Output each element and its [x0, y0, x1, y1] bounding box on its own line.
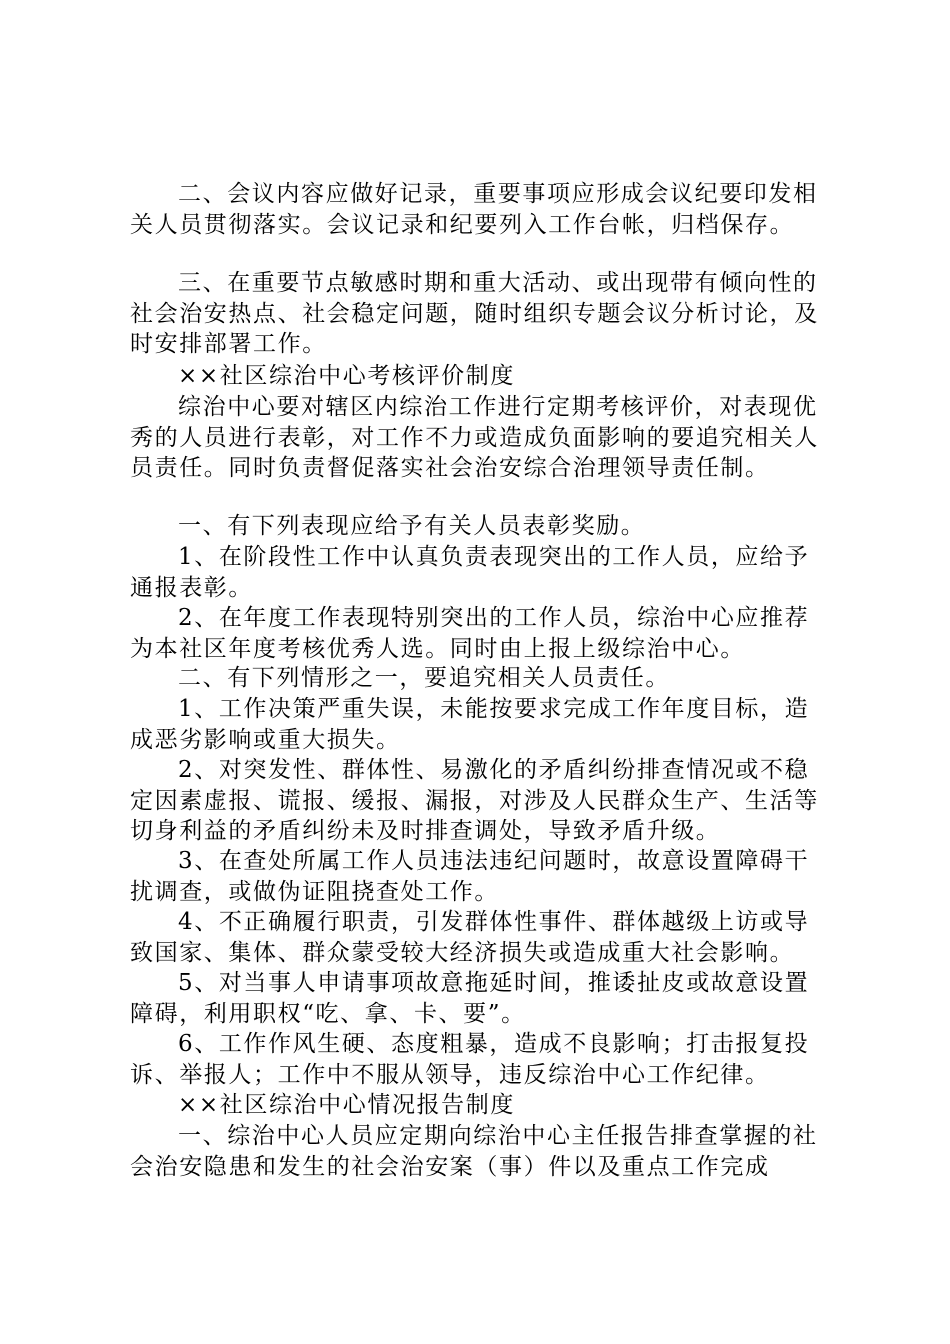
section-heading-reporting-system: ××社区综治中心情况报告制度: [178, 1092, 515, 1118]
paragraph-reward-item-1: 1、在阶段性工作中认真负责表现突出的工作人员，应给予通报表彰。: [130, 544, 810, 601]
paragraph-accountability-item-4: 4、不正确履行职责，引发群体性事件、群体越级上访或导致国家、集体、群众蒙受较大经济损失或造成重大社会影响。: [130, 909, 810, 966]
paragraph-accountability-heading: 二、有下列情形之一，要追究相关人员责任。: [178, 665, 670, 691]
section-heading-evaluation-system: ××社区综治中心考核评价制度: [178, 363, 515, 389]
paragraph-accountability-item-3: 3、在查处所属工作人员违法违纪问题时，故意设置障碍干扰调查，或做伪证阻挠查处工作。: [130, 848, 810, 905]
paragraph-reporting-item-1: 一、综治中心人员应定期向综治中心主任报告排查掌握的社会治安隐患和发生的社会治安案（事）件以及重点工作完成: [130, 1123, 818, 1180]
paragraph-reward-heading: 一、有下列表现应给予有关人员表彰奖励。: [178, 513, 646, 539]
paragraph-evaluation-intro: 综治中心要对辖区内综治工作进行定期考核评价，对表现优秀的人员进行表彰，对工作不力或造成负面影响的要追究相关人员责任。同时负责督促落实社会治安综合治理领导责任制。: [130, 394, 819, 481]
paragraph-special-meetings: 三、在重要节点敏感时期和重大活动、或出现带有倾向性的社会治安热点、社会稳定问题，随时组织专题会议分析讨论，及时安排部署工作。: [130, 270, 819, 357]
paragraph-accountability-item-6: 6、工作作风生硬、态度粗暴，造成不良影响；打击报复投诉、举报人；工作中不服从领导，违反综治中心工作纪律。: [130, 1031, 810, 1088]
paragraph-meeting-records: 二、会议内容应做好记录，重要事项应形成会议纪要印发相关人员贯彻落实。会议记录和纪要列入工作台帐，归档保存。: [130, 181, 818, 238]
paragraph-accountability-item-5: 5、对当事人申请事项故意拖延时间，推诿扯皮或故意设置障碍，利用职权“吃、拿、卡、要”。: [130, 970, 810, 1027]
paragraph-accountability-item-2: 2、对突发性、群体性、易激化的矛盾纠纷排查情况或不稳定因素虚报、谎报、缓报、漏报，对涉及人民群众生产、生活等切身利益的矛盾纠纷未及时排查调处，导致矛盾升级。: [130, 757, 819, 844]
paragraph-reward-item-2: 2、在年度工作表现特别突出的工作人员，综治中心应推荐为本社区年度考核优秀人选。同时由上报上级综治中心。: [130, 605, 810, 662]
paragraph-accountability-item-1: 1、工作决策严重失误，未能按要求完成工作年度目标，造成恶劣影响或重大损失。: [130, 696, 810, 753]
